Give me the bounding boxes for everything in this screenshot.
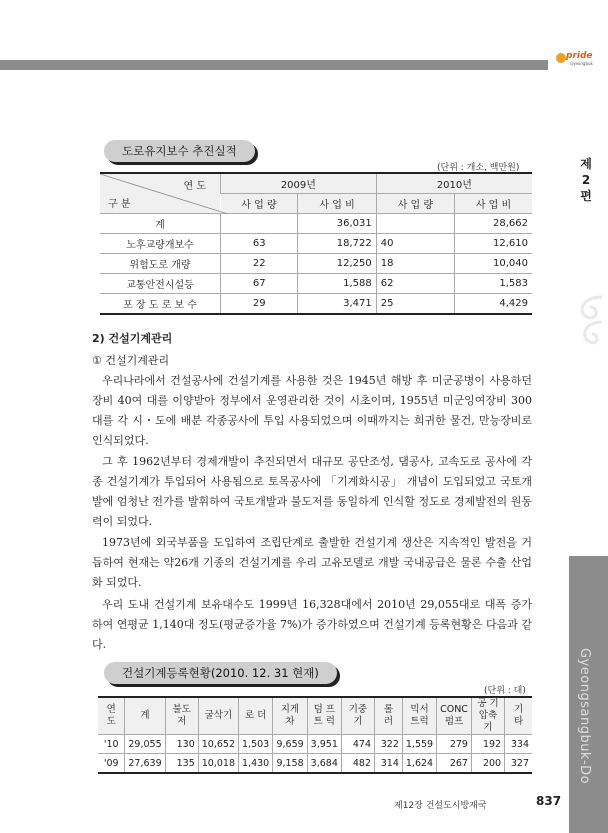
vertical-province-text: Gyeongsangbuk-Do [577, 648, 592, 785]
footer-chapter: 제12장 건설도시방재국 [394, 801, 487, 811]
unit-label-1: (단위 : 개소, 백만원) [437, 163, 520, 173]
header-2009: 2009년 [221, 173, 377, 194]
side-tab [569, 136, 608, 833]
table-header-row: 연 도 계 불도저 굴삭기 로 더 지게차 덤 프 트 럭 기중기 롤 러 믹서 트럭 CONC 펌프 공 기 압축기 기 타 [98, 697, 532, 735]
subheading-machinery-mgmt: ① 건설기계관리 [92, 354, 170, 367]
header-2010: 2010년 [376, 173, 532, 194]
machinery-registration-table [98, 696, 532, 774]
road-maintenance-table [100, 172, 532, 315]
page-number: 837 [536, 794, 562, 808]
paragraph-4: 우리 도내 건설기계 보유대수도 1999년 16,328대에서 2010년 29,055대로 대폭 증가하여 연평균 1,140대 정도(평균증가율 7%)가 증가하였으며 건설기계 등록현황은 다음과 같다. [92, 598, 532, 651]
header-qty: 사 업 량 [221, 194, 298, 214]
section-title-registration: 건설기계등록현황(2010. 12. 31 현재) [104, 662, 337, 684]
header-cost: 사 업 비 [455, 194, 532, 214]
table-row: 포 장 도 로 보 수 29 3,471 25 4,429 [100, 294, 532, 315]
paragraph-2: 그 후 1962년부터 경제개발이 추진되면서 대규모 공단조성, 댐공사, 고속도로 공사에 각종 건설기계가 투입되어 사용됨으로 토목공사에 「기계화시공」 개념이 도입되었고 국토개발에 엄청난 전가를 발휘하여 국토개발과 불도저를 동일하게 인식할 정도로 경제발전의 원동력이 되었다. [92, 455, 532, 528]
header-qty: 사 업 량 [376, 194, 454, 214]
unit-label-2: (단위 : 대) [484, 686, 526, 696]
table-row: '09 27,639 135 10,018 1,430 9,158 3,684 482 314 1,624 267 200 327 [98, 754, 532, 774]
table-row: 위험도로 개량 22 12,250 18 10,040 [100, 254, 532, 274]
pride-logo [552, 51, 596, 73]
corner-cell [100, 173, 221, 214]
chapter-label: 제 2 편 [580, 157, 592, 203]
paragraph-1: 우리나라에서 건설공사에 건설기계를 사용한 것은 1945년 해방 후 미군공병이 사용하던 장비 40여 대를 이양받아 정부에서 운영관리한 것이 시초이며, 1955년 미군잉여장비 300대를 각 시・도에 배분 각종공사에 투입 사용되었으며 이때까지는 희귀한 물건, 만능장비로 인식되었다. [92, 374, 532, 447]
header-cost: 사 업 비 [298, 194, 376, 214]
table-row: 노후교량개보수 63 18,722 40 12,610 [100, 234, 532, 254]
top-bar [0, 60, 548, 70]
logo-sub: Gyeongbuk [570, 61, 593, 66]
table-row: 교통안전시설등 67 1,588 62 1,583 [100, 274, 532, 294]
section-title-road: 도로유지보수 추진실적 [104, 140, 255, 162]
swirl-ornament-icon [572, 292, 606, 352]
header-yeondo: 연 도 [183, 181, 206, 192]
heading-construction-machinery: 2) 건설기계관리 [92, 332, 173, 345]
logo-text: pride [566, 51, 593, 61]
table-row: 계 36,031 28,662 [100, 214, 532, 234]
header-gubun: 구 분 [108, 199, 131, 210]
logo-mark-icon [556, 53, 566, 63]
paragraph-3: 1973년에 외국부품을 도입하여 조립단계로 출발한 건설기계 생산은 지속적인 발전을 거듭하여 현재는 약26개 기종의 건설기계를 우리 고유모델로 개발 국내공급은 물론 수출 산업화 되었다. [92, 536, 532, 589]
table-header-row [100, 173, 532, 194]
table-row: '10 29,055 130 10,652 1,503 9,659 3,951 474 322 1,559 279 192 334 [98, 735, 532, 754]
